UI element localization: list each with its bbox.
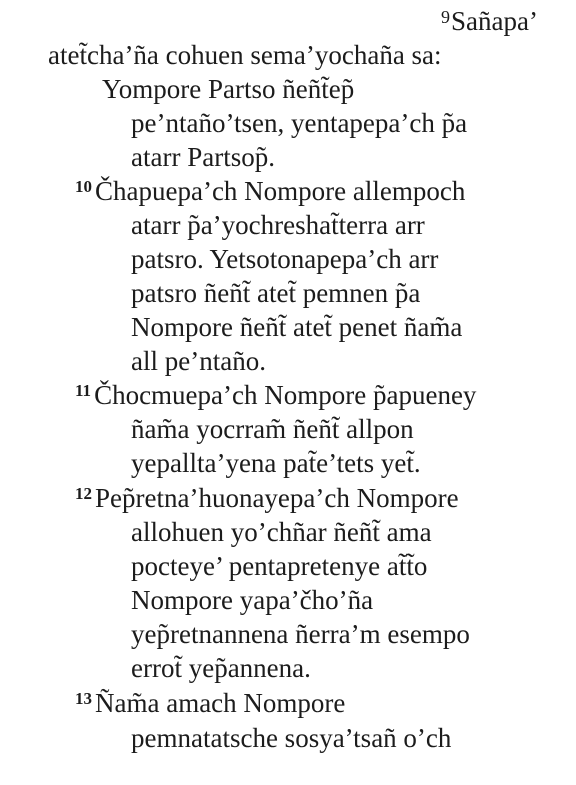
verse-number-10: 10 xyxy=(75,177,92,196)
verse-12-line-4: Nompore yapa’čho’ña xyxy=(131,585,374,615)
verse-text-line: Pep̃retna’huonayepa’ch Nompore xyxy=(95,483,459,513)
verse-12-line-6: errot̃ yep̃annena. xyxy=(131,653,311,683)
verse-text-line: Čhocmuepa’ch Nompore p̃apueney xyxy=(94,380,477,410)
verse-13-line-2: pemnatatsche sosya’tsañ o’ch xyxy=(131,723,452,753)
verse-11-line-1 xyxy=(75,382,476,409)
verse-9-line-1 xyxy=(441,8,538,35)
verse-11-line-3: yepallta’yena pat̃e’tets yet̃. xyxy=(131,448,421,478)
verse-10-line-3: patsro. Yetsotonapepa’ch arr xyxy=(131,244,439,274)
verse-text-line: Sañapa’ xyxy=(451,6,538,36)
verse-10-line-5: Nompore ñeñt̃ atet̃ penet ñam̃a xyxy=(131,312,463,342)
verse-12-line-3: pocteye’ pentapretenye at̃t̃o xyxy=(131,551,428,581)
verse-12-line-1 xyxy=(75,485,459,512)
verse-13-line-1 xyxy=(75,690,345,717)
verse-10-line-6: all pe’ntaño. xyxy=(131,346,266,376)
verse-9-line-4: pe’ntaño’tsen, yentapepa’ch p̃a xyxy=(131,108,468,138)
verse-text-line: Ñam̃a amach Nompore xyxy=(95,688,346,718)
verse-11-line-2: ñam̃a yocrram̃ ñeñt̃ allpon xyxy=(131,414,414,444)
verse-text-line: Čhapuepa’ch Nompore allempoch xyxy=(95,176,466,206)
verse-number-11: 11 xyxy=(75,381,92,400)
verse-9-line-5: atarr Partsop̃. xyxy=(131,142,275,172)
verse-10-line-1 xyxy=(75,178,465,205)
verse-9-line-3: Yompore Partso ñeñt̃ep̃ xyxy=(102,74,355,104)
verse-12-line-5: yep̃retnannena ñerra’m esempo xyxy=(131,619,470,649)
verse-number-9: 9 xyxy=(441,7,450,27)
verse-12-line-2: allohuen yo’chñar ñeñt̃ ama xyxy=(131,517,432,547)
verse-9-line-2: atet̃cha’ña cohuen sema’yochaña sa: xyxy=(48,40,442,70)
verse-number-12: 12 xyxy=(75,484,92,503)
verse-10-line-2: atarr p̃a’yochreshat̃terra arr xyxy=(131,210,425,240)
verse-10-line-4: patsro ñeñt̃ atet̃ pemnen p̃a xyxy=(131,278,421,308)
verse-number-13: 13 xyxy=(75,689,92,708)
